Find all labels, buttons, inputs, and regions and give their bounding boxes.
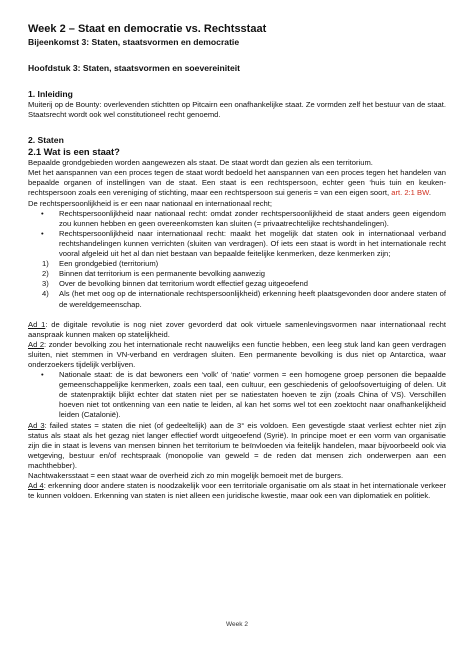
criterion-number: 1) — [42, 259, 49, 269]
ad-3-label: Ad 3 — [28, 420, 45, 430]
ad-4-text: : erkenning door andere staten is noodzakelijk voor een territoriale organisatie om als staat in het internationale verkeer te kunnen voldoen. Erkenning van staten is niet alleen een juridische kwestie, maar ook een van diplomatiek en politiek. — [28, 481, 447, 501]
criterion-number: 3) — [42, 279, 49, 289]
page-content — [28, 22, 446, 501]
paragraph-legal-person-text: Met het aanspannen van een proces tegen de staat wordt bedoeld het aanspannen van een proces tegen het handelen van bepaalde organen of instellingen van de staat. Een staat is een rechtspersoon, echter geen ‘huis tuin en keuken-rechtspersoon zoals een vereniging of stichting, maar een rechtspersoon sui generis = van een eigen soort, — [28, 168, 446, 198]
criterion-text: Over de bevolking binnen dat territorium wordt effectief gezag uitgeoefend — [59, 279, 308, 289]
ad-1-paragraph — [28, 320, 446, 340]
ad-3-text: : failed states = staten die niet (of gedeeltelijk) aan de 3° eis voldoen. Een gevestigde staat verliest echter niet zijn status als staat als het gezag niet langer effectief wordt uitgeoefend (Syrië). In principe moet er een vorm van organisatie zijn die in staat is levens van mensen binnen het territorium te beïnvloeden via feitelijk handelen, maar bijvoorbeeld ook via wetgeving, bestuur en/of rechtspraak (monopolie van geweld = de reden dat mensen zich onderwerpen aan een machthebber). — [28, 420, 447, 470]
ad-4-label: Ad 4 — [28, 481, 44, 491]
bullet-icon: • — [41, 228, 44, 238]
session-subtitle: Bijeenkomst 3: Staten, staatsvormen en democratie — [28, 37, 240, 47]
bullet-text: Nationale staat: de is dat bewoners een ‘volk’ of ‘natie’ vormen = een homogene groep personen die bepaalde gemeenschappelijke kenmerken, zoals een taal, een cultuur, een geschiedenis of geloofsovertuiging of delen. Uit de statenpraktijk blijkt echter dat staten niet per se natiestaten hoeven te zijn (zoals China of VS). Verschillen hoeven niet tot ontkenning van een natie te leiden, al kan het soms wel tot een zoektocht naar onafhankelijkheid leiden (Catalonië). — [59, 370, 446, 420]
criterion-text: Als (het met oog op de internationale rechtspersoonlijkheid) erkenning heeft plaatsgevonden door andere staten of de wereldgemeenschap. — [59, 289, 446, 309]
criteria-numbered-list — [28, 259, 446, 309]
section-1-text: Muiterij op de Bounty: overlevenden stichtten op Pitcairn een onafhankelijke staat. Ze vormden zelf het bestuur van de staat. Staatsrecht wordt ook wel constitutioneel recht genoemd. — [28, 100, 446, 120]
ad-4-paragraph — [28, 481, 446, 501]
ad-2-label: Ad 2 — [28, 339, 45, 349]
bullet-international-law — [28, 229, 446, 259]
paragraph-personality: De rechtspersoonlijkheid is er een naar nationaal en internationaal recht; — [28, 198, 272, 208]
ad-3-paragraph — [28, 421, 446, 471]
document-title: Week 2 – Staat en democratie vs. Rechtsstaat — [28, 23, 267, 35]
personality-bullet-list — [28, 209, 446, 259]
ad-2-text: : zonder bevolking zou het internationale recht nauwelijks een functie hebben, een leeg stuk land kan geen verdragen sluiten, niet stemmen in VN-verband en verdragen sluiten. Een permanente bevolking is dus niet op Antarctica, waar onderzoekers tijdelijk verblijven. — [28, 339, 446, 369]
nation-bullet-list — [28, 370, 446, 420]
bullet-national-law — [28, 209, 446, 229]
paragraph-legal-person — [28, 168, 446, 198]
night-watchman-paragraph: Nachtwakersstaat = een staat waar de overheid zich zo min mogelijk bemoeit met de burgers. — [28, 471, 344, 480]
section-1-heading: 1. Inleiding — [28, 89, 73, 99]
ad-1-label: Ad 1 — [28, 319, 46, 329]
ad-1-text: : de digitale revolutie is nog niet zover gevorderd dat ook virtuele samenlevingsvormen naar internationaal recht aanspraak kunnen maken op statelijkheid. — [28, 319, 446, 339]
criterion-item — [28, 279, 446, 289]
criterion-text: Een grondgebied (territorium) — [59, 259, 159, 269]
criterion-number: 2) — [42, 269, 49, 279]
bullet-icon: • — [41, 208, 44, 218]
criterion-item — [28, 269, 446, 279]
criterion-text: Binnen dat territorium is een permanente bevolking aanwezig — [59, 269, 265, 279]
section-2-heading: 2. Staten — [28, 135, 64, 146]
bullet-icon: • — [41, 370, 44, 380]
bullet-text: Rechtspersoonlijkheid naar nationaal recht: omdat zonder rechtspersoonlijkheid de staat anders geen eigendom zou kunnen hebben en geen overeenkomsten kan sluiten (= privaatrechtelijke rechtshandelingen). — [59, 208, 446, 228]
criterion-item — [28, 259, 446, 269]
paragraph-legal-person-end: . — [428, 188, 431, 198]
page-footer: Week 2 — [226, 621, 248, 628]
criterion-item — [28, 289, 446, 309]
criterion-number: 4) — [42, 289, 49, 299]
bullet-nation-state — [28, 370, 446, 420]
chapter-heading: Hoofdstuk 3: Staten, staatsvormen en soevereiniteit — [28, 63, 241, 73]
ad-2-paragraph — [28, 340, 446, 370]
subsection-2-1-heading: 2.1 Wat is een staat? — [28, 146, 120, 158]
paragraph-territory: Bepaalde grondgebieden worden aangewezen als staat. De staat wordt dan gezien als een territorium. — [28, 158, 373, 168]
law-reference: art. 2:1 BW — [391, 188, 429, 198]
bullet-text: Rechtspersoonlijkheid naar internationaal recht: maakt het mogelijk dat staten ook in internationaal verband rechtshandelingen kunnen verrichten (sluiten van verdragen). Of iets een staat is wordt in het internationale recht vooral afgeleid uit het al dan niet bestaan van bepaalde feitelijke kenmerken, deze kenmerken zijn; — [59, 228, 446, 259]
